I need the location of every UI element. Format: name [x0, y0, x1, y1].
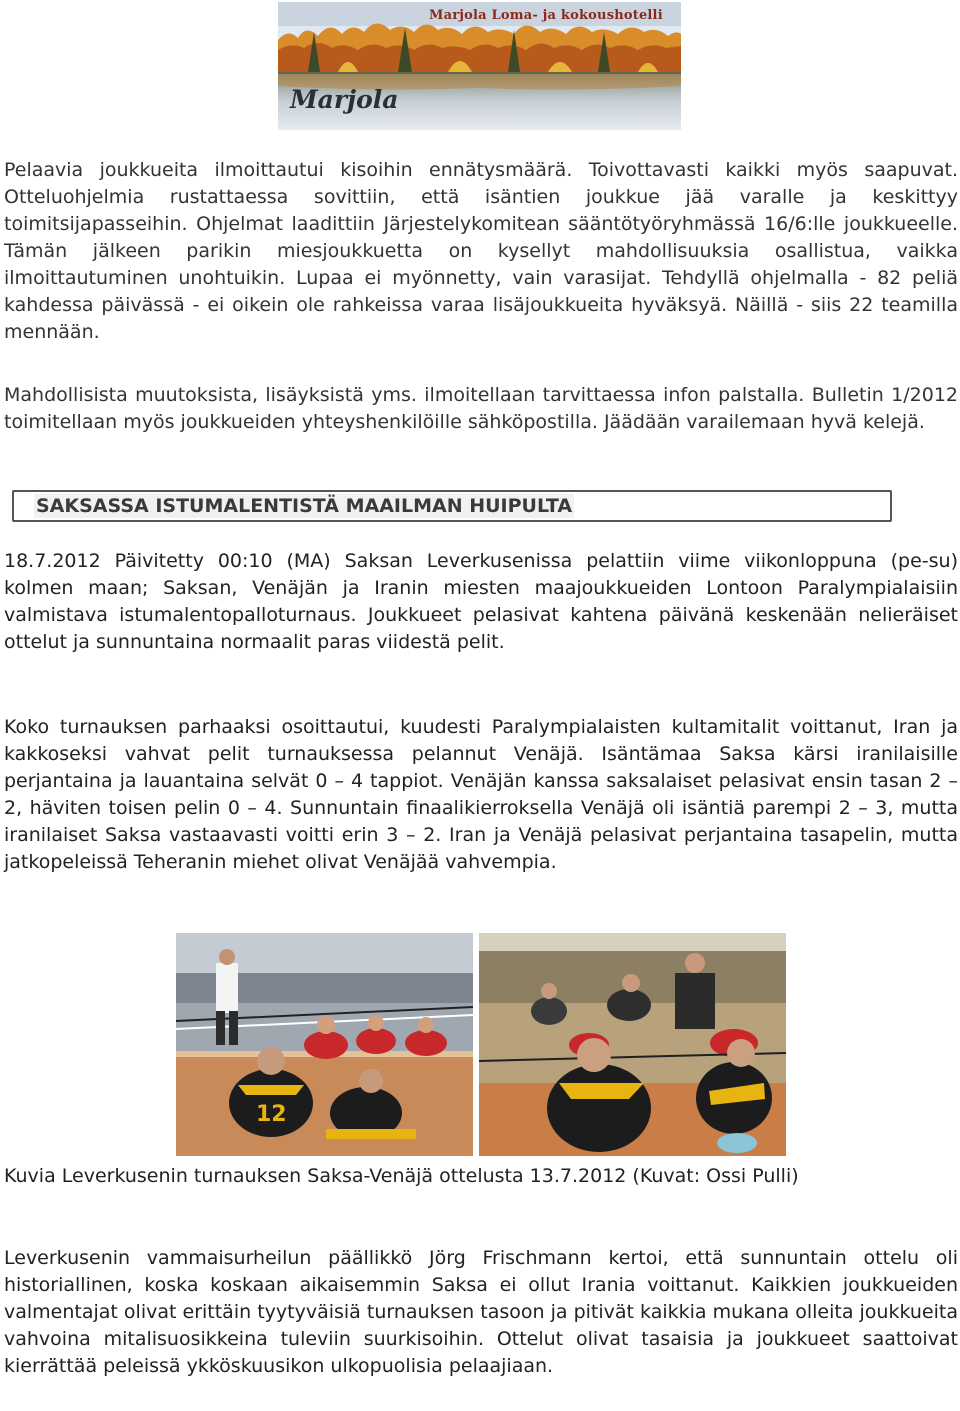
match-photo-right	[479, 933, 786, 1156]
article-heading: SAKSASSA ISTUMALENTISTÄ MAAILMAN HUIPULTA	[36, 495, 573, 517]
article-paragraph-3: Leverkusenin vammaisurheilun päällikkö Jörg Frischmann kertoi, että sunnuntain ottelu oli historiallinen, koska koskaan aikaisemmin Saksa ei ollut Irania voittanut. Kaikkien joukkueiden valmentajat olivat erittäin tyytyväisiä turnauksen tasoon ja pitivät kaikkia mukana olleita joukkueita vahvoina mitalisuosikkeina tuleviin suurkisoihin. Ottelut olivat tasaisia ja joukkueet saattoivat kierrättää peleissä ykköskuusikon ulkopuolisia pelaajiaan.	[4, 1247, 958, 1377]
marjola-logo: Marjola	[290, 85, 399, 114]
photo-caption: Kuvia Leverkusenin turnauksen Saksa-Venäjä ottelusta 13.7.2012 (Kuvat: Ossi Pulli)	[4, 1165, 799, 1187]
jersey-number: 12	[256, 1102, 287, 1127]
article-paragraph-1: 18.7.2012 Päivitetty 00:10 (MA) Saksan Leverkusenissa pelattiin viime viikonloppuna (pe-su) kolmen maan; Saksan, Venäjän ja Iranin miesten maajoukkueiden Lontoon Paralympialaisiin valmistava istumalentopalloturnaus. Joukkueet pelasivat kahtena päivänä keskenään nelieräiset ottelut ja sunnuntaina normaalit paras viidestä pelit.	[4, 550, 958, 653]
sitting-volleyball-photo-2	[479, 933, 786, 1156]
photo-row	[176, 933, 786, 1156]
article-paragraph-2: Koko turnauksen parhaaksi osoittautui, kuudesti Paralympialaisten kultamitalit voittanut, Iran ja kakkoseksi vahvat pelit turnauksessa pelannut Venäjä. Isäntämaa Saksa kärsi iranilaisille perjantaina ja lauantaina selvät 0 – 4 tappiot. Venäjän kanssa saksalaiset pelasivat ensin tasan 2 – 2, häviten toisen pelin 0 – 4. Sunnuntain finaalikierroksella Venäjä oli isäntiä parempi 2 – 3, mutta iranilaiset Saksa vastaavasti voitti erin 3 – 2. Iran ja Venäjä pelasivat perjantaina tasapelin, mutta jatkopeleissä Teheranin miehet olivat Venäjää vahvempia.	[4, 716, 958, 873]
intro-paragraph: Pelaavia joukkueita ilmoittautui kisoihin ennätysmäärä. Toivottavasti kaikki myös saapuvat. Otteluohjelmia rustattaessa sovittiin, että isäntien joukkue jää varalle ja keskittyy toimitsijapasseihin. Ohjelmat laadittiin Järjestelykomitean sääntötyöryhmässä 16/6:lle joukkueelle. Tämän jälkeen parikin miesjoukkuetta on kysellyt mahdollisuuksia osallistua, vaikka ilmoittautuminen unohtuikin. Lupaa ei myönnetty, vain varasijat. Tehdyllä ohjelmalla - 82 peliä kahdessa päivässä - ei oikein ole rahkeissa varaa lisäjoukkueita hyväksyä. Näillä - siis 22 teamilla mennään.	[4, 159, 958, 343]
hotel-banner	[278, 2, 681, 130]
match-photo-left	[176, 933, 473, 1156]
hotel-name: Marjola Loma- ja kokoushotelli	[429, 8, 663, 23]
article-heading-box	[12, 490, 892, 522]
info-paragraph: Mahdollisista muutoksista, lisäyksistä yms. ilmoitellaan tarvittaessa infon palstalla. Bulletin 1/2012 toimitellaan myös joukkueiden yhteyshenkilöille sähköpostilla. Jäädään varailemaan hyvä kelejä.	[4, 384, 958, 433]
sitting-volleyball-photo-1	[176, 933, 473, 1156]
